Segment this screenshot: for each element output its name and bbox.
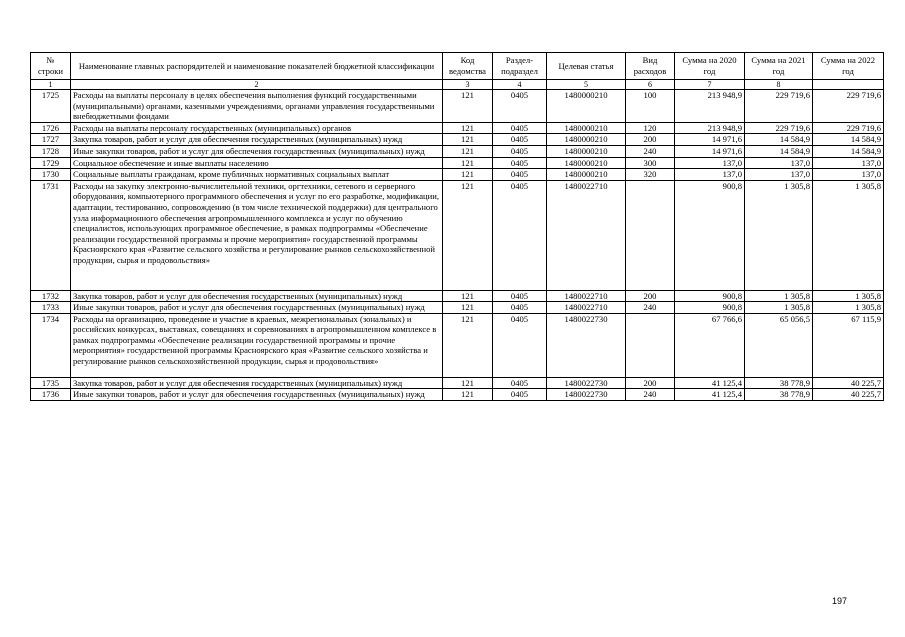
department-code: 121 xyxy=(443,290,493,302)
sum-2020: 900,8 xyxy=(675,180,745,290)
sum-2020: 67 766,6 xyxy=(675,313,745,377)
expense-type: 240 xyxy=(626,389,675,401)
section-code: 0405 xyxy=(493,290,547,302)
sum-2021: 1 305,8 xyxy=(745,302,813,314)
row-number: 1728 xyxy=(31,145,71,157)
target-item: 1480022710 xyxy=(547,302,626,314)
column-number: 2 xyxy=(71,80,443,90)
table-row xyxy=(31,169,884,181)
sum-2020: 41 125,4 xyxy=(675,377,745,389)
sum-2020: 41 125,4 xyxy=(675,389,745,401)
row-name: Иные закупки товаров, работ и услуг для обеспечения государственных (муниципальных) нужд xyxy=(71,389,443,401)
sum-2022: 137,0 xyxy=(813,157,884,169)
column-number: 8 xyxy=(745,80,813,90)
table-row xyxy=(31,302,884,314)
row-name: Иные закупки товаров, работ и услуг для обеспечения государственных (муниципальных) нужд xyxy=(71,145,443,157)
row-name: Расходы на выплаты персоналу в целях обеспечения выполнения функций государственными (муниципальными) органами, казенными учреждениями, органами управления государственными внебюджетными фондами xyxy=(71,90,443,123)
sum-2022: 1 305,8 xyxy=(813,290,884,302)
sum-2022: 1 305,8 xyxy=(813,302,884,314)
header-sum-2022: Сумма на 2022 год xyxy=(813,53,884,80)
target-item: 1480000210 xyxy=(547,134,626,146)
table-row xyxy=(31,90,884,123)
header-name: Наименование главных распорядителей и наименование показателей бюджетной классификации xyxy=(71,53,443,80)
header-sum-2020: Сумма на 2020 год xyxy=(675,53,745,80)
sum-2022: 14 584,9 xyxy=(813,134,884,146)
sum-2022: 14 584,9 xyxy=(813,145,884,157)
sum-2021: 1 305,8 xyxy=(745,290,813,302)
expense-type: 200 xyxy=(626,290,675,302)
row-name: Расходы на выплаты персоналу государственных (муниципальных) органов xyxy=(71,122,443,134)
row-number: 1729 xyxy=(31,157,71,169)
column-number: 5 xyxy=(547,80,626,90)
department-code: 121 xyxy=(443,389,493,401)
row-name: Иные закупки товаров, работ и услуг для обеспечения государственных (муниципальных) нужд xyxy=(71,302,443,314)
header-target-item: Целевая статья xyxy=(547,53,626,80)
expense-type: 240 xyxy=(626,302,675,314)
column-number: 4 xyxy=(493,80,547,90)
sum-2022: 229 719,6 xyxy=(813,90,884,123)
row-number: 1727 xyxy=(31,134,71,146)
row-number: 1725 xyxy=(31,90,71,123)
section-code: 0405 xyxy=(493,134,547,146)
budget-table xyxy=(30,52,884,401)
target-item: 1480022730 xyxy=(547,377,626,389)
row-name: Расходы на закупку электронно-вычислительной техники, оргтехники, сетевого и серверного оборудования, компьютерного программного обеспечения и услуг по его разработке, модификации, адаптации, тестированию, сопровождению (в том числе технической поддержки) для центрального узла информационного обеспечения агропромышленного комплекса и услуг по обучению специалистов, использующих программное обеспечение, в рамках подпрограммы «Обеспечение реализации государственной программы и прочие мероприятия» государственной программы Красноярского края «Развитие сельского хозяйства и регулирование рынков сельскохозяйственной продукции, сырья и продовольствия» xyxy=(71,180,443,290)
page-number: 197 xyxy=(832,596,848,606)
table-row xyxy=(31,377,884,389)
expense-type: 100 xyxy=(626,90,675,123)
department-code: 121 xyxy=(443,180,493,290)
header-row-number: № строки xyxy=(31,53,71,80)
sum-2020: 137,0 xyxy=(675,169,745,181)
section-code: 0405 xyxy=(493,122,547,134)
table-row xyxy=(31,290,884,302)
sum-2021: 38 778,9 xyxy=(745,377,813,389)
target-item: 1480022710 xyxy=(547,180,626,290)
target-item: 1480000210 xyxy=(547,122,626,134)
sum-2022: 40 225,7 xyxy=(813,377,884,389)
row-number: 1736 xyxy=(31,389,71,401)
header-section: Раздел-подраздел xyxy=(493,53,547,80)
row-number: 1734 xyxy=(31,313,71,377)
department-code: 121 xyxy=(443,313,493,377)
header-sum-2021: Сумма на 2021 год xyxy=(745,53,813,80)
sum-2021: 38 778,9 xyxy=(745,389,813,401)
sum-2020: 900,8 xyxy=(675,302,745,314)
expense-type: 200 xyxy=(626,377,675,389)
target-item: 1480000210 xyxy=(547,169,626,181)
section-code: 0405 xyxy=(493,377,547,389)
sum-2021: 1 305,8 xyxy=(745,180,813,290)
section-code: 0405 xyxy=(493,389,547,401)
sum-2020: 900,8 xyxy=(675,290,745,302)
department-code: 121 xyxy=(443,157,493,169)
sum-2020: 213 948,9 xyxy=(675,122,745,134)
target-item: 1480000210 xyxy=(547,90,626,123)
sum-2020: 137,0 xyxy=(675,157,745,169)
department-code: 121 xyxy=(443,90,493,123)
section-code: 0405 xyxy=(493,90,547,123)
department-code: 121 xyxy=(443,302,493,314)
sum-2022: 137,0 xyxy=(813,169,884,181)
row-name: Расходы на организацию, проведение и участие в краевых, межрегиональных (зональных) и российских конкурсах, выставках, совещаниях и соревнованиях в агропромышленном комплексе в рамках подпрограммы «Обеспечение реализации государственной программы и прочие мероприятия» государственной программы Красноярского края «Развитие сельского хозяйства и регулирование рынков сельскохозяйственной продукции, сырья и продовольствия» xyxy=(71,313,443,377)
sum-2021: 65 056,5 xyxy=(745,313,813,377)
sum-2021: 14 584,9 xyxy=(745,145,813,157)
column-number: 7 xyxy=(675,80,745,90)
row-name: Закупка товаров, работ и услуг для обеспечения государственных (муниципальных) нужд xyxy=(71,290,443,302)
row-name: Социальные выплаты гражданам, кроме публичных нормативных социальных выплат xyxy=(71,169,443,181)
expense-type: 300 xyxy=(626,157,675,169)
sum-2022: 1 305,8 xyxy=(813,180,884,290)
row-name: Закупка товаров, работ и услуг для обеспечения государственных (муниципальных) нужд xyxy=(71,134,443,146)
row-number: 1726 xyxy=(31,122,71,134)
department-code: 121 xyxy=(443,377,493,389)
row-number: 1732 xyxy=(31,290,71,302)
department-code: 121 xyxy=(443,134,493,146)
table-row xyxy=(31,313,884,377)
section-code: 0405 xyxy=(493,169,547,181)
column-number: 1 xyxy=(31,80,71,90)
sum-2021: 229 719,6 xyxy=(745,122,813,134)
expense-type xyxy=(626,313,675,377)
row-number: 1730 xyxy=(31,169,71,181)
table-row xyxy=(31,389,884,401)
department-code: 121 xyxy=(443,169,493,181)
row-number: 1731 xyxy=(31,180,71,290)
header-row xyxy=(31,53,884,80)
section-code: 0405 xyxy=(493,302,547,314)
expense-type xyxy=(626,180,675,290)
column-number-row xyxy=(31,80,884,90)
row-number: 1733 xyxy=(31,302,71,314)
table-row xyxy=(31,180,884,290)
sum-2022: 229 719,6 xyxy=(813,122,884,134)
department-code: 121 xyxy=(443,145,493,157)
section-code: 0405 xyxy=(493,157,547,169)
sum-2020: 14 971,6 xyxy=(675,145,745,157)
section-code: 0405 xyxy=(493,313,547,377)
target-item: 1480022710 xyxy=(547,290,626,302)
section-code: 0405 xyxy=(493,180,547,290)
table-row xyxy=(31,134,884,146)
expense-type: 240 xyxy=(626,145,675,157)
column-number xyxy=(813,80,884,90)
sum-2021: 137,0 xyxy=(745,169,813,181)
target-item: 1480000210 xyxy=(547,157,626,169)
target-item: 1480022730 xyxy=(547,313,626,377)
row-number: 1735 xyxy=(31,377,71,389)
sum-2020: 14 971,6 xyxy=(675,134,745,146)
table-row xyxy=(31,122,884,134)
column-number: 6 xyxy=(626,80,675,90)
sum-2022: 67 115,9 xyxy=(813,313,884,377)
row-name: Закупка товаров, работ и услуг для обеспечения государственных (муниципальных) нужд xyxy=(71,377,443,389)
department-code: 121 xyxy=(443,122,493,134)
sum-2021: 14 584,9 xyxy=(745,134,813,146)
expense-type: 120 xyxy=(626,122,675,134)
section-code: 0405 xyxy=(493,145,547,157)
sum-2022: 40 225,7 xyxy=(813,389,884,401)
column-number: 3 xyxy=(443,80,493,90)
target-item: 1480022730 xyxy=(547,389,626,401)
sum-2021: 137,0 xyxy=(745,157,813,169)
row-name: Социальное обеспечение и иные выплаты населению xyxy=(71,157,443,169)
sum-2020: 213 948,9 xyxy=(675,90,745,123)
expense-type: 200 xyxy=(626,134,675,146)
header-department-code: Код ведомства xyxy=(443,53,493,80)
header-expense-type: Вид расходов xyxy=(626,53,675,80)
table-row xyxy=(31,157,884,169)
target-item: 1480000210 xyxy=(547,145,626,157)
sum-2021: 229 719,6 xyxy=(745,90,813,123)
table-row xyxy=(31,145,884,157)
expense-type: 320 xyxy=(626,169,675,181)
